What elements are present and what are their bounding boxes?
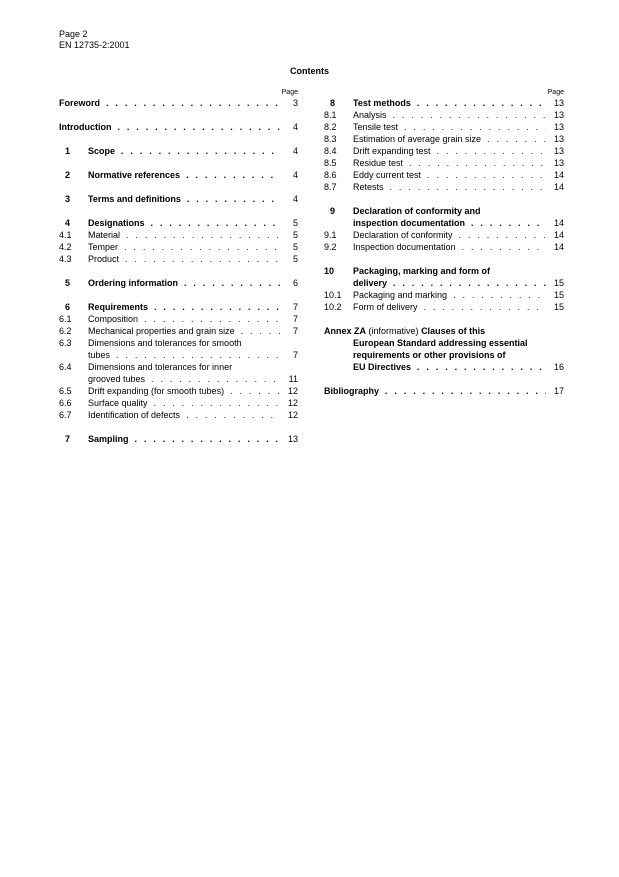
- toc-entry-10-2[interactable]: 10.2 Form of delivery . . . 15: [324, 301, 564, 313]
- toc-entry-annex-za-line2: European Standard addressing essential: [353, 338, 528, 348]
- toc-entry-annex-za-line3: requirements or other provisions of: [353, 350, 506, 360]
- toc-entry-6-4-line1[interactable]: 6.4 Dimensions and tolerances for inner: [59, 362, 233, 372]
- toc-entry-8-5[interactable]: 8.5 Residue test . . . 13: [324, 157, 564, 169]
- toc-entry-9-line1[interactable]: 9 Declaration of conformity and: [330, 206, 481, 216]
- toc-entry-10-line1[interactable]: 10 Packaging, marking and form of: [324, 266, 491, 276]
- toc-entry-9-1[interactable]: 9.1 Declaration of conformity . . . 14: [324, 229, 564, 241]
- toc-entry-6-3[interactable]: tubes . . . 7: [59, 349, 298, 361]
- toc-right-column: [324, 89, 564, 397]
- toc-entry-9[interactable]: inspection documentation . . . 14: [324, 217, 564, 229]
- toc-entry-8-7[interactable]: 8.7 Retests . . . 14: [324, 181, 564, 193]
- toc-entry-4-3[interactable]: 4.3 Product . . . 5: [59, 253, 298, 265]
- toc-entry-4[interactable]: 4 Designations . . . 5: [59, 217, 298, 229]
- toc-entry-8-4[interactable]: 8.4 Drift expanding test . . . 13: [324, 145, 564, 157]
- toc-entry-8[interactable]: 8 Test methods . . . 13: [324, 97, 564, 109]
- toc-entry-introduction[interactable]: Introduction . . . 4: [59, 121, 298, 133]
- toc-entry-9-2[interactable]: 9.2 Inspection documentation . . . 14: [324, 241, 564, 253]
- toc-entry-5[interactable]: 5 Ordering information . . . 6: [59, 277, 298, 289]
- toc-entry-6-6[interactable]: 6.6 Surface quality . . . 12: [59, 397, 298, 409]
- toc-entry-6-2[interactable]: 6.2 Mechanical properties and grain size . . . 7: [59, 325, 298, 337]
- toc-entry-4-2[interactable]: 4.2 Temper . . . 5: [59, 241, 298, 253]
- document-id: EN 12735-2:2001: [59, 40, 130, 50]
- toc-entry-6-5[interactable]: 6.5 Drift expanding (for smooth tubes) . . . 12: [59, 385, 298, 397]
- toc-entry-8-6[interactable]: 8.6 Eddy current test . . . 14: [324, 169, 564, 181]
- contents-title: Contents: [290, 66, 329, 76]
- toc-entry-2[interactable]: 2 Normative references . . . 4: [59, 169, 298, 181]
- page-header: [59, 29, 130, 51]
- toc-entry-8-3[interactable]: 8.3 Estimation of average grain size . . . 13: [324, 133, 564, 145]
- page-column-label: Page: [281, 89, 298, 96]
- toc-entry-8-1[interactable]: 8.1 Analysis . . . 13: [324, 109, 564, 121]
- toc-entry-7[interactable]: 7 Sampling . . . 13: [59, 433, 298, 445]
- toc-left-column: [59, 89, 298, 445]
- toc-entry-1[interactable]: 1 Scope . . . 4: [59, 145, 298, 157]
- toc-entry-6-4[interactable]: grooved tubes . . . 11: [59, 373, 298, 385]
- toc-entry-annex-za[interactable]: EU Directives . . . 16: [324, 361, 564, 373]
- toc-entry-foreword[interactable]: Foreword . . . 3: [59, 97, 298, 109]
- toc-entry-annex-za-line1[interactable]: Annex ZA (informative) Clauses of this: [324, 326, 486, 336]
- page-column-label: Page: [547, 89, 564, 96]
- toc-entry-6-3-line1[interactable]: 6.3 Dimensions and tolerances for smooth: [59, 338, 242, 348]
- toc-entry-3[interactable]: 3 Terms and definitions . . . 4: [59, 193, 298, 205]
- page-number: Page 2: [59, 29, 88, 39]
- toc-entry-10-1[interactable]: 10.1 Packaging and marking . . . 15: [324, 289, 564, 301]
- toc-entry-6-7[interactable]: 6.7 Identification of defects . . . 12: [59, 409, 298, 421]
- toc-entry-4-1[interactable]: 4.1 Material . . . 5: [59, 229, 298, 241]
- toc-entry-8-2[interactable]: 8.2 Tensile test . . . 13: [324, 121, 564, 133]
- toc-entry-6[interactable]: 6 Requirements . . . 7: [59, 301, 298, 313]
- toc-entry-6-1[interactable]: 6.1 Composition . . . 7: [59, 313, 298, 325]
- toc-entry-bibliography[interactable]: Bibliography . . . 17: [324, 385, 564, 397]
- toc-entry-10[interactable]: delivery . . . 15: [324, 277, 564, 289]
